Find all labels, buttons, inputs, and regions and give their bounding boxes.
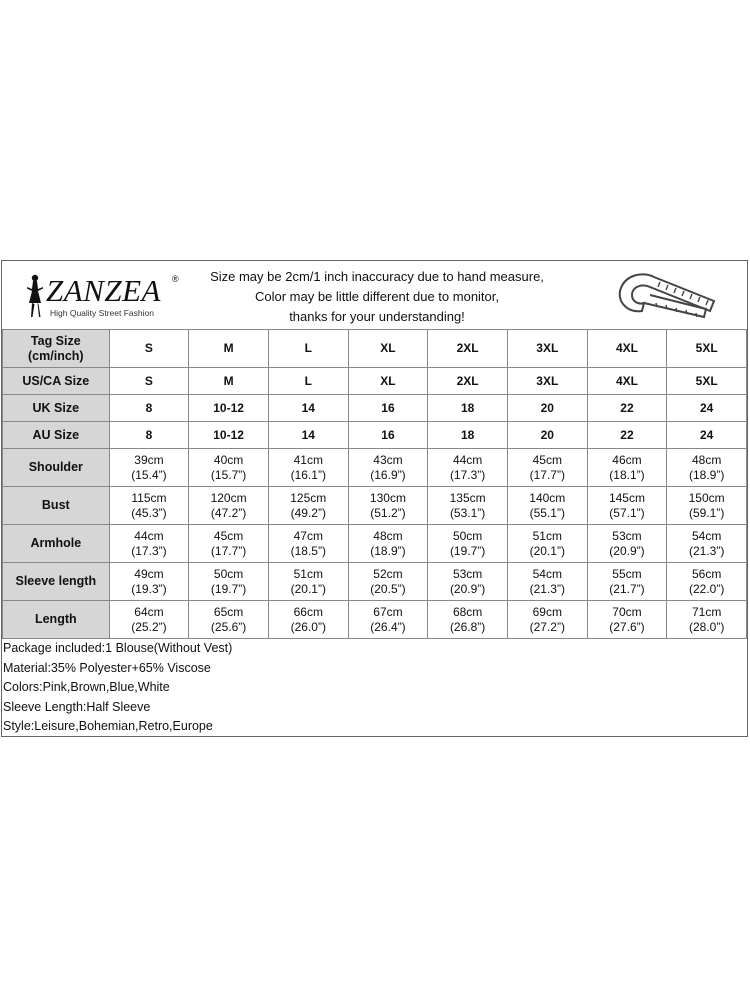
table-cell: 44cm (17.3”) [109, 525, 189, 563]
material-info: Material:35% Polyester+65% Viscose [3, 660, 211, 675]
table-cell: L [268, 330, 348, 368]
table-cell: 8 [109, 422, 189, 449]
table-cell: 4XL [587, 330, 667, 368]
table-row [3, 525, 747, 563]
table-row [3, 395, 747, 422]
table-cell: XL [348, 368, 428, 395]
table-cell: 18 [428, 422, 508, 449]
measure-notice [192, 267, 562, 327]
table-cell: 22 [587, 395, 667, 422]
notice-line: thanks for your understanding! [289, 309, 465, 324]
notice-line: Color may be little different due to monitor, [255, 289, 499, 304]
table-row [3, 563, 747, 601]
table-cell: 66cm (26.0”) [268, 601, 348, 639]
table-cell: 49cm (19.3”) [109, 563, 189, 601]
table-cell: 52cm (20.5”) [348, 563, 428, 601]
table-row [3, 330, 747, 368]
table-cell: 54cm (21.3”) [507, 563, 587, 601]
table-cell: 53cm (20.9”) [428, 563, 508, 601]
table-cell: 51cm (20.1”) [507, 525, 587, 563]
row-label: US/CA Size [3, 368, 110, 395]
table-cell: 43cm (16.9”) [348, 449, 428, 487]
table-cell: 55cm (21.7”) [587, 563, 667, 601]
table-cell: 40cm (15.7”) [189, 449, 269, 487]
product-details [2, 639, 747, 737]
row-label: AU Size [3, 422, 110, 449]
table-cell: 150cm (59.1”) [667, 487, 747, 525]
table-row [3, 368, 747, 395]
table-cell: 125cm (49.2”) [268, 487, 348, 525]
row-label: Bust [3, 487, 110, 525]
table-cell: 18 [428, 395, 508, 422]
table-cell: 48cm (18.9”) [667, 449, 747, 487]
size-table [2, 329, 747, 639]
table-cell: XL [348, 330, 428, 368]
table-cell: 39cm (15.4”) [109, 449, 189, 487]
table-cell: 2XL [428, 330, 508, 368]
table-cell: L [268, 368, 348, 395]
row-label: Armhole [3, 525, 110, 563]
brand-tagline: High Quality Street Fashion [50, 308, 154, 318]
table-cell: 45cm (17.7”) [189, 525, 269, 563]
table-cell: 56cm (22.0”) [667, 563, 747, 601]
table-cell: 3XL [507, 368, 587, 395]
table-cell: 71cm (28.0”) [667, 601, 747, 639]
notice-line: Size may be 2cm/1 inch inaccuracy due to hand measure, [210, 269, 544, 284]
table-cell: 10-12 [189, 395, 269, 422]
table-row [3, 487, 747, 525]
sleeve-info: Sleeve Length:Half Sleeve [3, 699, 151, 714]
table-cell: S [109, 330, 189, 368]
table-cell: 14 [268, 422, 348, 449]
row-label: Length [3, 601, 110, 639]
size-chart [1, 260, 748, 737]
table-cell: 20 [507, 395, 587, 422]
table-cell: 115cm (45.3”) [109, 487, 189, 525]
registered-mark: ® [172, 274, 179, 284]
table-cell: 48cm (18.9”) [348, 525, 428, 563]
row-label: Shoulder [3, 449, 110, 487]
measuring-tape-icon [614, 267, 724, 323]
table-cell: 140cm (55.1”) [507, 487, 587, 525]
table-cell: 2XL [428, 368, 508, 395]
row-label: Tag Size (cm/inch) [3, 330, 110, 368]
table-cell: 46cm (18.1”) [587, 449, 667, 487]
table-cell: 67cm (26.4”) [348, 601, 428, 639]
table-cell: 65cm (25.6”) [189, 601, 269, 639]
table-cell: 22 [587, 422, 667, 449]
table-cell: 41cm (16.1”) [268, 449, 348, 487]
chart-header [2, 261, 747, 330]
style-info: Style:Leisure,Bohemian,Retro,Europe [3, 719, 213, 733]
table-cell: 16 [348, 422, 428, 449]
table-cell: 5XL [667, 330, 747, 368]
table-cell: 50cm (19.7”) [189, 563, 269, 601]
table-cell: S [109, 368, 189, 395]
table-cell: 24 [667, 422, 747, 449]
table-cell: 70cm (27.6”) [587, 601, 667, 639]
table-cell: 10-12 [189, 422, 269, 449]
package-info: Package included:1 Blouse(Without Vest) [3, 641, 233, 655]
colors-info: Colors:Pink,Brown,Blue,White [3, 680, 170, 694]
table-cell: 50cm (19.7”) [428, 525, 508, 563]
table-cell: 69cm (27.2”) [507, 601, 587, 639]
table-cell: 44cm (17.3”) [428, 449, 508, 487]
table-cell: 54cm (21.3”) [667, 525, 747, 563]
table-cell: 24 [667, 395, 747, 422]
table-cell: 5XL [667, 368, 747, 395]
table-cell: 16 [348, 395, 428, 422]
table-cell: 20 [507, 422, 587, 449]
table-cell: 4XL [587, 368, 667, 395]
table-cell: 120cm (47.2”) [189, 487, 269, 525]
table-row [3, 601, 747, 639]
table-cell: 135cm (53.1”) [428, 487, 508, 525]
table-cell: M [189, 330, 269, 368]
row-label: UK Size [3, 395, 110, 422]
table-cell: 47cm (18.5”) [268, 525, 348, 563]
table-row [3, 449, 747, 487]
table-cell: 145cm (57.1”) [587, 487, 667, 525]
woman-silhouette-icon [24, 273, 46, 319]
table-cell: 14 [268, 395, 348, 422]
table-cell: 64cm (25.2”) [109, 601, 189, 639]
brand-logo [24, 269, 184, 323]
table-cell: 53cm (20.9”) [587, 525, 667, 563]
table-cell: 8 [109, 395, 189, 422]
table-cell: 130cm (51.2”) [348, 487, 428, 525]
table-cell: 51cm (20.1”) [268, 563, 348, 601]
table-cell: 45cm (17.7”) [507, 449, 587, 487]
table-cell: M [189, 368, 269, 395]
table-cell: 68cm (26.8”) [428, 601, 508, 639]
brand-name: ZANZEA [46, 273, 161, 308]
row-label: Sleeve length [3, 563, 110, 601]
table-row [3, 422, 747, 449]
table-cell: 3XL [507, 330, 587, 368]
